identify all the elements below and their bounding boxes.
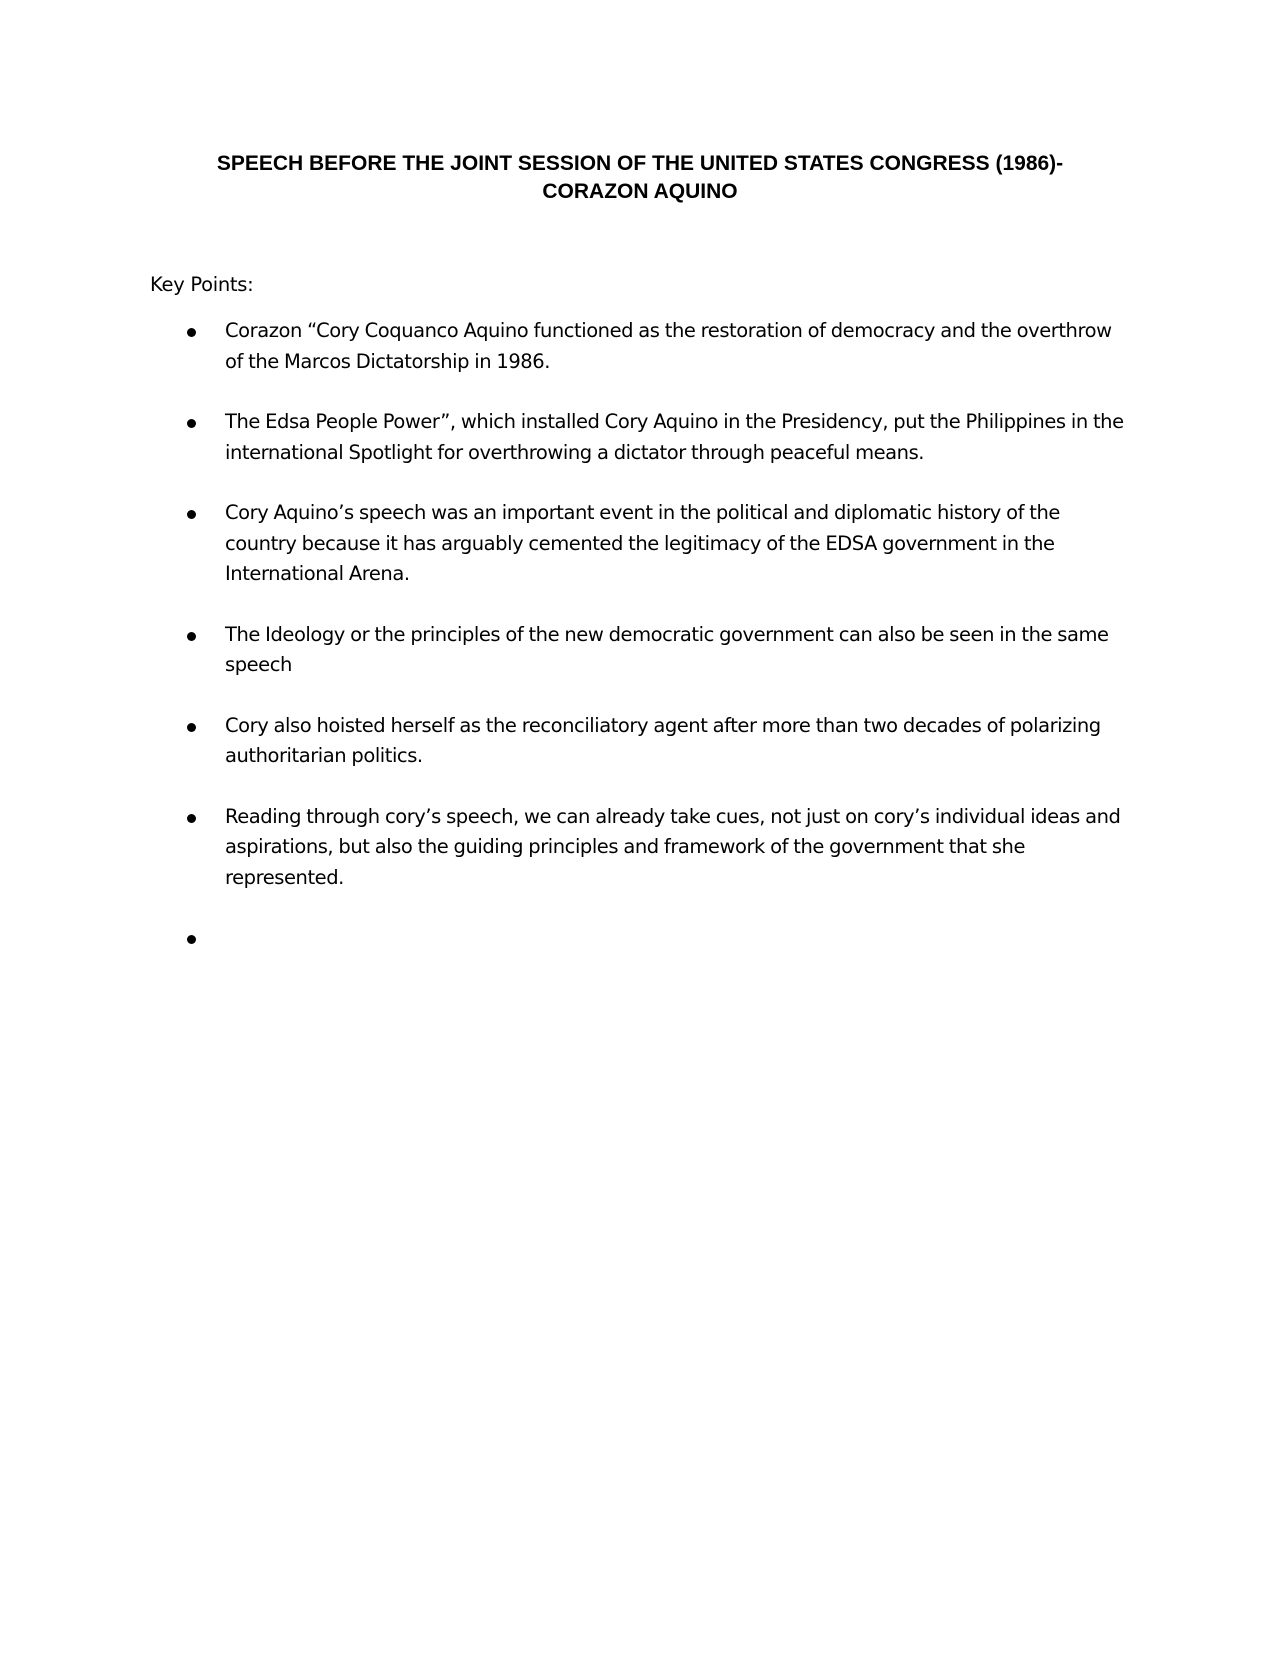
list-item <box>150 802 1130 894</box>
list-item-text: Cory also hoisted herself as the reconciliatory agent after more than two decades of polarizing authoritarian politics. <box>225 713 1101 767</box>
list-item-text: The Ideology or the principles of the new democratic government can also be seen in the same speech <box>225 622 1109 676</box>
bullet-icon <box>187 723 196 732</box>
list-item <box>150 407 1130 468</box>
list-item-text: The Edsa People Power”, which installed Cory Aquino in the Presidency, put the Philippines in the international Spotlight for overthrowing a dictator through peaceful means. <box>225 410 1124 464</box>
bullet-icon <box>187 935 196 944</box>
key-points-list <box>150 316 1130 983</box>
bullet-icon <box>187 510 196 519</box>
list-item <box>150 498 1130 590</box>
bullet-icon <box>187 814 196 823</box>
list-item <box>150 620 1130 681</box>
title-line-1: SPEECH BEFORE THE JOINT SESSION OF THE UNITED STATES CONGRESS (1986)- <box>216 152 1064 175</box>
list-item-text: Corazon “Cory Coquanco Aquino functioned as the restoration of democracy and the overthrow of the Marcos Dictatorship in 1986. <box>225 319 1112 373</box>
bullet-icon <box>187 632 196 641</box>
bullet-icon <box>187 419 196 428</box>
key-points-label: Key Points: <box>150 273 254 296</box>
title-line-2: CORAZON AQUINO <box>542 180 738 203</box>
document-title <box>150 150 1130 206</box>
list-item <box>150 316 1130 377</box>
list-item-empty <box>150 923 1130 953</box>
list-item-text: Cory Aquino’s speech was an important event in the political and diplomatic history of the country because it has arguably cemented the legitimacy of the EDSA government in the International Arena. <box>225 501 1060 585</box>
list-item-text: Reading through cory’s speech, we can already take cues, not just on cory’s individual ideas and aspirations, but also the guiding principles and framework of the government that she represented. <box>225 804 1121 889</box>
bullet-icon <box>187 328 196 337</box>
list-item <box>150 711 1130 772</box>
